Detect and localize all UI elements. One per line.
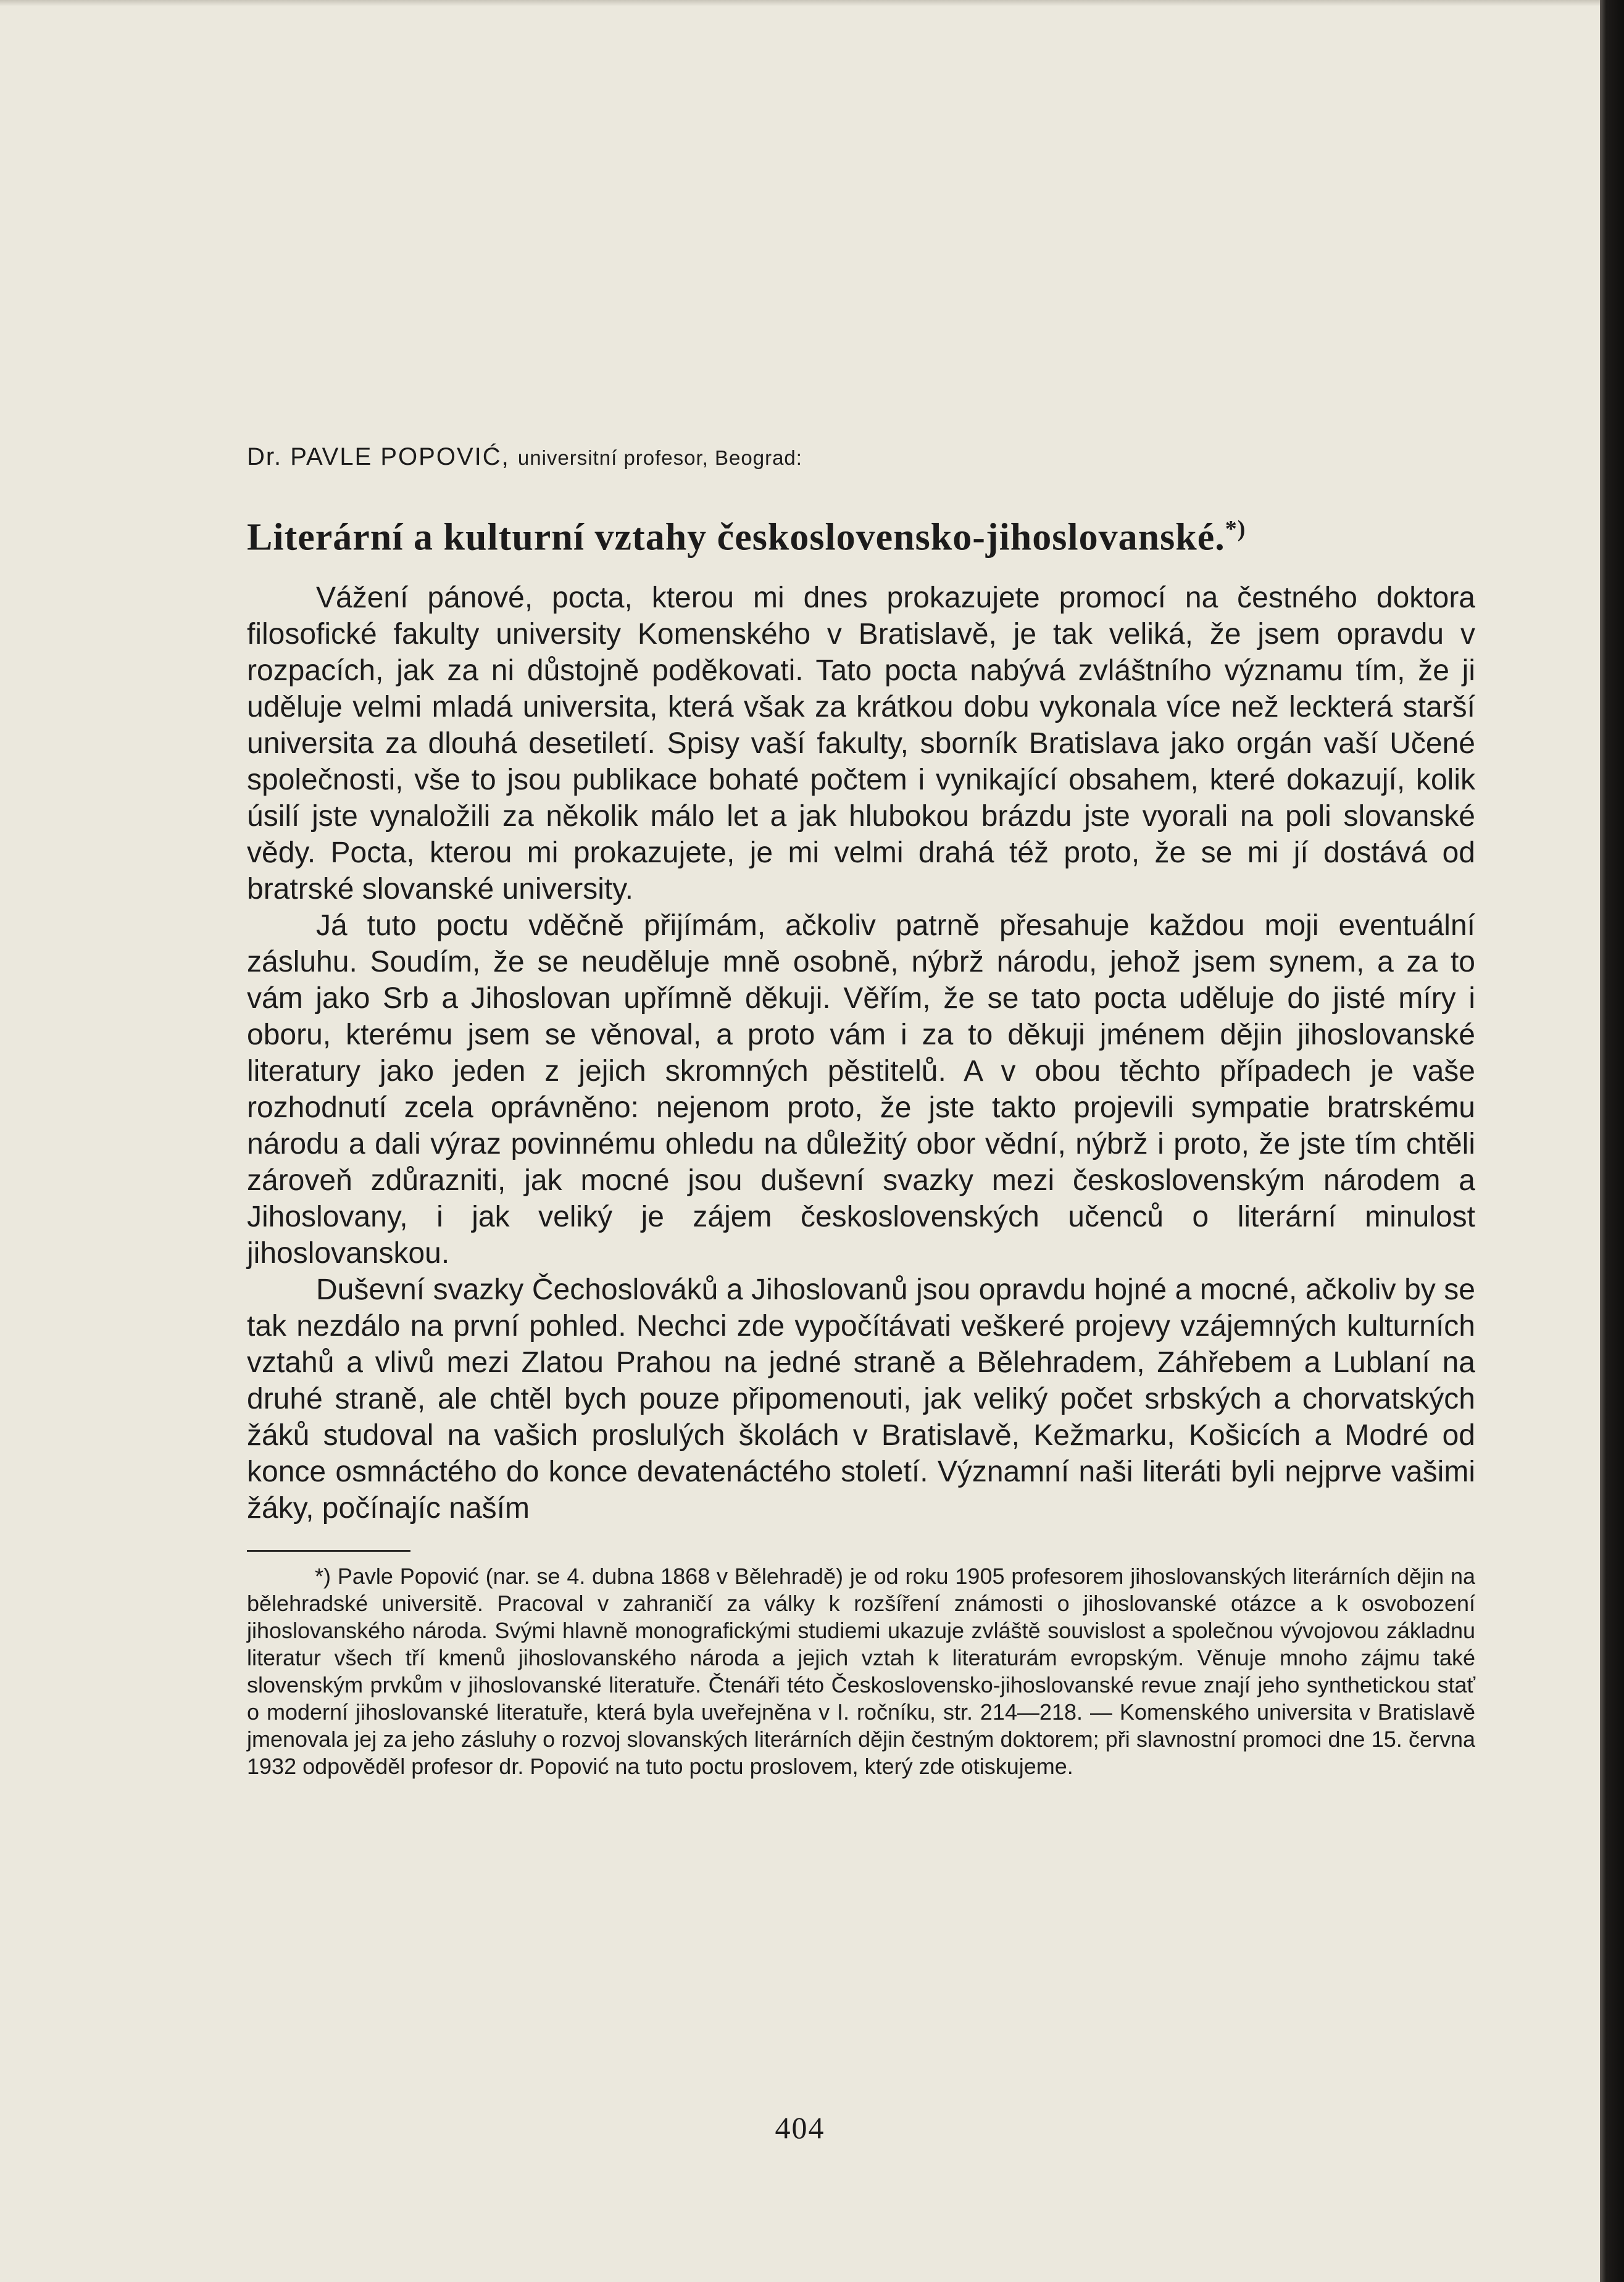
byline [247,438,1475,477]
author-name: Dr. PAVLE POPOVIĆ, [247,443,510,470]
footnote-divider [247,1550,410,1552]
article-body [247,580,1475,1526]
page-number: 404 [775,2110,825,2145]
article-title-text: Literární a kulturní vztahy československo-jihoslovanské. [247,516,1225,559]
author-affiliation: universitní profesor, Beograd: [517,446,802,469]
page-content [247,432,1475,1780]
title-footnote-mark: *) [1225,516,1246,542]
paragraph: Já tuto poctu vděčně přijímám, ačkoliv patrně přesahuje každou moji eventuální zásluhu. Soudím, že se neuděluje mně osobně, nýbrž národu, jehož jsem synem, a za to vám jako Srb a Jihoslovan upřímně děkuji. Věřím, že se tato pocta uděluje do jisté míry i oboru, kterému jsem se věnoval, a proto vám i za to děkuji jménem dějin jihoslovanské literatury jako jeden z jejich skromných pěstitelů. A v obou těchto případech je vaše rozhodnutí zcela oprávněno: nejenom proto, že jste takto projevili sympatie bratrskému národu a dali výraz povinnému ohledu na důležitý obor vědní, nýbrž i proto, že jste tím chtěli zároveň zdůrazniti, jak mocné jsou duševní svazky mezi československým národem a Jihoslovany, i jak veliký je zájem československých učenců o literární minulost jihoslovanskou. [247,909,1475,1270]
page-top-shadow [0,0,1600,6]
paragraph: Duševní svazky Čechoslováků a Jihoslovanů jsou opravdu hojné a mocné, ačkoliv by se tak nezdálo na první pohled. Nechci zde vypočítávati veškeré projevy vzájemných kulturních vztahů a vlivů mezi Zlatou Prahou na jedné straně a Bělehradem, Záhřebem a Lublaní na druhé straně, ale chtěl bych pouze připomenouti, jak veliký počet srbských a chorvatských žáků studoval na vašich proslulých školách v Bratislavě, Kežmarku, Košicích a Modré od konce osmnáctého do konce devatenáctého století. Významní naši literáti byli nejprve vašimi žáky, počínajíc naším [247,1273,1475,1525]
paragraph: Vážení pánové, pocta, kterou mi dnes prokazujete promocí na čestného doktora filosofické fakulty university Komenského v Bratislavě, je tak veliká, že jsem opravdu v rozpacích, jak za ni důstojně poděkovati. Tato pocta nabývá zvláštního významu tím, že ji uděluje velmi mladá universita, která však za krátkou dobu vykonala více než leckterá starší universita za dlouhá desetiletí. Spisy vaší fakulty, sborník Bratislava jako orgán vaší Učené společnosti, vše to jsou publikace bohaté počtem i vynikající obsahem, které dokazují, kolik úsilí jste vynaložili za několik málo let a jak hlubokou brázdu jste vyorali na poli slovanské vědy. Pocta, kterou mi prokazujete, je mi velmi drahá též proto, že se mi jí dostává od bratrské slovanské university. [247,581,1475,906]
footnote: *) Pavle Popović (nar. se 4. dubna 1868 v Bělehradě) je od roku 1905 profesorem jihoslovanských literárních dějin na bělehradské universitě. Pracoval v zahraničí za války k rozšíření známosti o jihoslovanské otázce a k osvobození jihoslovanského národa. Svými hlavně monografickými studiemi ukazuje zvláště souvislost a společnou vývojovou základnu literatur všech tří kmenů jihoslovanského národa a jejich vztah k literaturám evropským. Věnuje mnoho zájmu také slovenským prvkům v jihoslovanské literatuře. Čtenáři této Československo-jihoslovanské revue znají jeho synthetickou stať o moderní jihoslovanské literatuře, která byla uveřejněna v I. ročníku, str. 214—218. — Komenského universita v Bratislavě jmenovala jej za jeho zásluhy o rozvoj slovanských literárních dějin čestným doktorem; při slavnostní promoci dne 15. června 1932 odpověděl profesor dr. Popović na tuto poctu proslovem, který zde otiskujeme. [247,1563,1475,1779]
book-binding-edge [1600,0,1624,2282]
article-title [247,504,1475,562]
